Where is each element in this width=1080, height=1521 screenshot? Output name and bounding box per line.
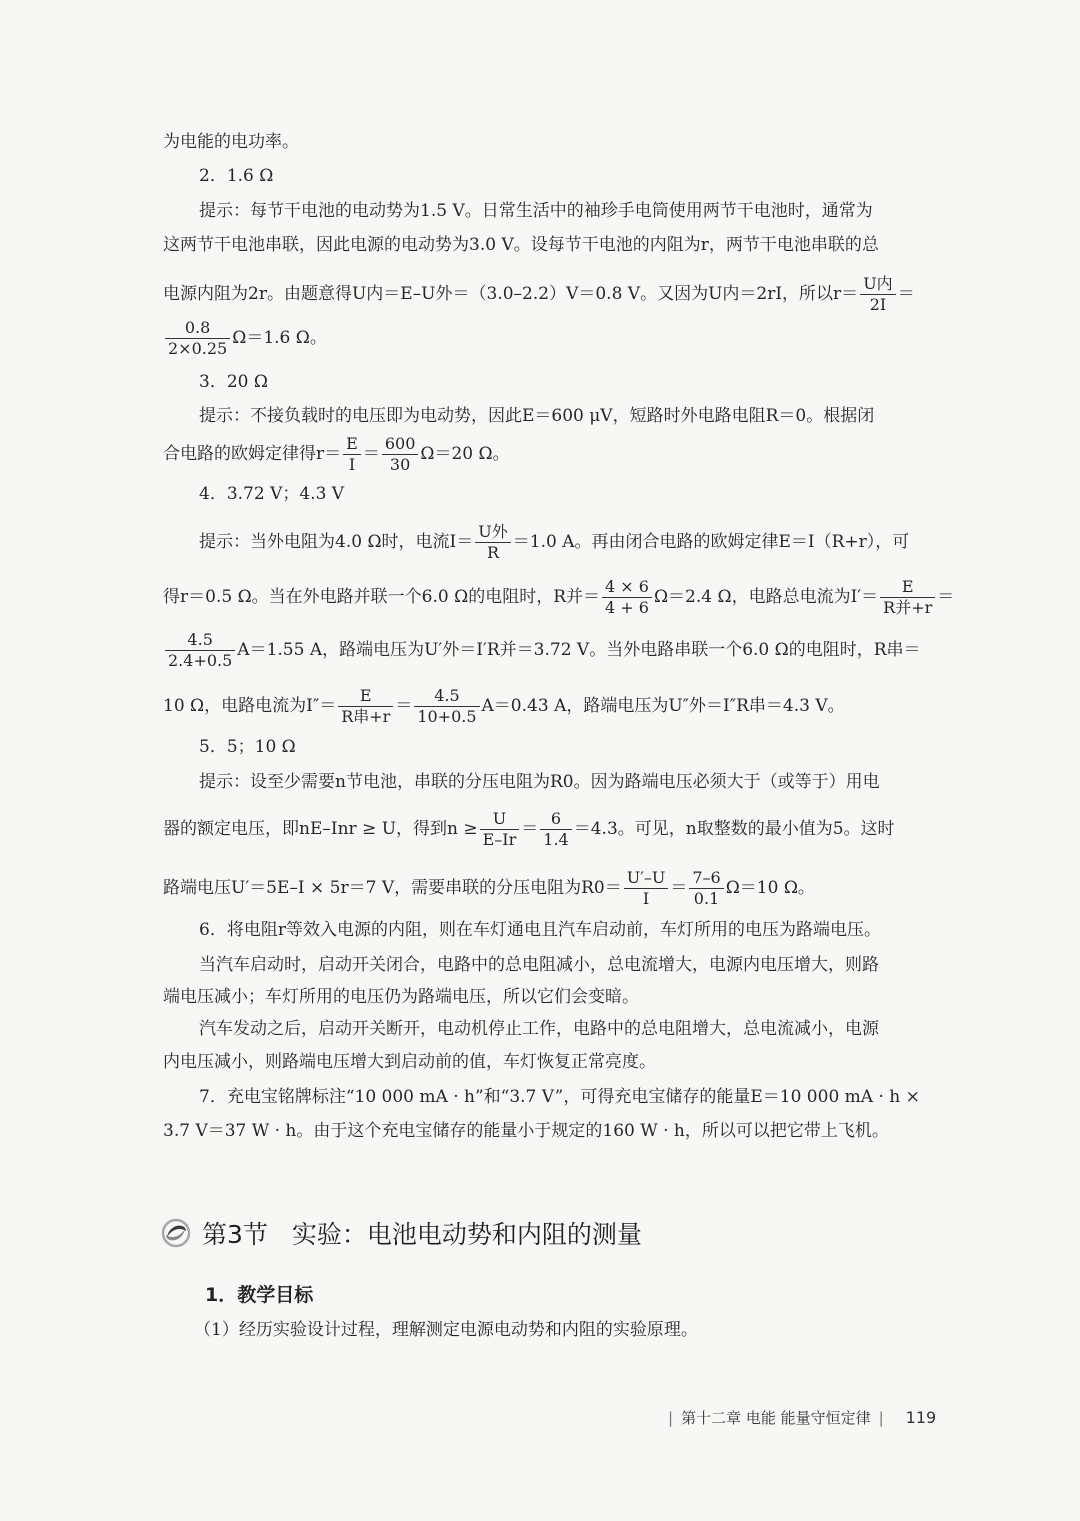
sub-heading: 1．教学目标 [205, 1284, 314, 1306]
text-segment: Ω＝1.6 Ω。 [232, 328, 327, 348]
text-line: 3.7 V＝37 W · h。由于这个充电宝储存的能量小于规定的160 W · h，所以可以把它带上飞机。 [163, 1121, 889, 1141]
text-line: 当汽车启动时，启动开关闭合，电路中的总电阻减小，总电流增大，电源内电压增大，则路 [199, 955, 879, 975]
text-line [163, 432, 963, 476]
fraction: $\frac{600}{30}$ [382, 434, 419, 475]
footer-divider: | [878, 1409, 884, 1427]
text-segment: 路端电压U′＝5E–I × 5r＝7 V，需要串联的分压电阻为R0＝ [163, 878, 622, 898]
equals-sign: ＝ [362, 444, 380, 464]
text-line: 提示：每节干电池的电动势为1.5 V。日常生活中的袖珍手电筒使用两节干电池时，通常为 [199, 201, 873, 221]
fraction: $\frac{U}{E-Ir}$ [480, 809, 520, 850]
answer-number: 2．1.6 Ω [199, 166, 274, 186]
text-segment: A＝0.43 A，路端电压为U″外＝I″R串＝4.3 V。 [481, 696, 845, 716]
text-segment: 10 Ω，电路电流为I″＝ [163, 696, 337, 716]
text-line [163, 807, 963, 851]
text-line [163, 575, 963, 619]
equals-sign: ＝ [395, 696, 413, 716]
text-line [163, 628, 963, 672]
fraction: E R并+r [880, 577, 935, 618]
text-segment: 提示：当外电阻为4.0 Ω时，电流I＝ [199, 532, 474, 552]
text-line: 内电压减小，则路端电压增大到启动前的值，车灯恢复正常亮度。 [163, 1052, 656, 1072]
text-line: 这两节干电池串联，因此电源的电动势为3.0 V。设每节干电池的内阻为r，两节干电池串联的总 [163, 235, 879, 255]
fraction: U外 R [475, 522, 511, 563]
text-line [163, 272, 963, 316]
text-segment: A＝1.55 A，路端电压为U′外＝I′R并＝3.72 V。当外电路串联一个6.0 Ω的电阻时，R串＝ [237, 640, 921, 660]
equals-sign: ＝ [670, 878, 688, 898]
equals-sign: ＝ [521, 819, 539, 839]
answer-number: 7．充电宝铭牌标注“10 000 mA · h”和“3.7 V”，可得充电宝储存的能量E＝10 000 mA · h × [199, 1087, 920, 1107]
page-footer [660, 1407, 936, 1428]
fraction: $\frac{4 \times 6}{4 + 6}$ [602, 577, 652, 618]
footer-chapter: 第十二章 电能 能量守恒定律 [681, 1409, 871, 1427]
text-segment: Ω＝20 Ω。 [420, 444, 510, 464]
section-logo-icon [160, 1217, 192, 1249]
text-segment: 电源内阻为2r。由题意得U内＝E–U外＝（3.0–2.2）V＝0.8 V。又因为U内＝2rI，所以r＝ [163, 284, 859, 304]
section-title: 实验：电池电动势和内阻的测量 [291, 1220, 642, 1249]
text-line [163, 866, 963, 910]
text-line: 提示：设至少需要n节电池，串联的分压电阻为R0。因为路端电压必须大于（或等于）用电 [199, 772, 880, 792]
section-heading [160, 1215, 642, 1251]
answer-number: 6．将电阻r等效入电源的内阻，则在车灯通电且汽车启动前，车灯所用的电压为路端电压。 [199, 920, 881, 940]
equals-sign: ＝ [937, 587, 955, 607]
text-segment: ＝4.3。可见，n取整数的最小值为5。这时 [573, 819, 895, 839]
text-segment: ＝1.0 A。再由闭合电路的欧姆定律E＝I（R+r），可 [512, 532, 910, 552]
objective-line: （1）经历实验设计过程，理解测定电源电动势和内阻的实验原理。 [194, 1320, 698, 1340]
fraction: $\frac{4.5}{2.4+0.5}$ [165, 630, 235, 671]
text-line: 端电压减小；车灯所用的电压仍为路端电压，所以它们会变暗。 [163, 987, 639, 1007]
fraction: U内 2I [860, 274, 896, 315]
text-segment: 器的额定电压，即nE–Inr ≥ U，得到n ≥ [163, 819, 478, 839]
fraction: $\frac{4.5}{10+0.5}$ [414, 686, 479, 727]
text-segment: Ω＝10 Ω。 [725, 878, 815, 898]
fraction: $\frac{0.8}{2\times 0.25}$ [165, 318, 230, 359]
text-line [163, 316, 963, 360]
fraction: $\frac{6}{1.4}$ [540, 809, 571, 850]
text-line: 提示：不接负载时的电压即为电动势，因此E＝600 μV，短路时外电路电阻R＝0。根据闭 [199, 406, 875, 426]
text-line: 为电能的电功率。 [163, 132, 299, 152]
equals-sign: ＝ [897, 284, 915, 304]
fraction: $\frac{U'-U}{I}$ [624, 868, 669, 909]
text-line [163, 684, 963, 728]
fraction: E R串+r [338, 686, 393, 727]
text-segment: 得r＝0.5 Ω。当在外电路并联一个6.0 Ω的电阻时，R并＝ [163, 587, 600, 607]
answer-number: 4．3.72 V；4.3 V [199, 484, 345, 504]
text-line [199, 520, 963, 564]
fraction: $\frac{7-6}{0.1}$ [689, 868, 723, 909]
answer-number: 3．20 Ω [199, 372, 268, 392]
answer-number: 5．5；10 Ω [199, 737, 296, 757]
fraction: $\frac{E}{I}$ [343, 434, 361, 475]
text-line: 汽车发动之后，启动开关断开，电动机停止工作，电路中的总电阻增大，总电流减小，电源 [199, 1019, 879, 1039]
text-segment: Ω＝2.4 Ω，电路总电流为I′＝ [653, 587, 879, 607]
section-number: 第3节 [202, 1220, 268, 1249]
page-number: 119 [905, 1408, 937, 1427]
footer-divider: | [668, 1409, 674, 1427]
text-segment: 合电路的欧姆定律得r＝ [163, 444, 342, 464]
